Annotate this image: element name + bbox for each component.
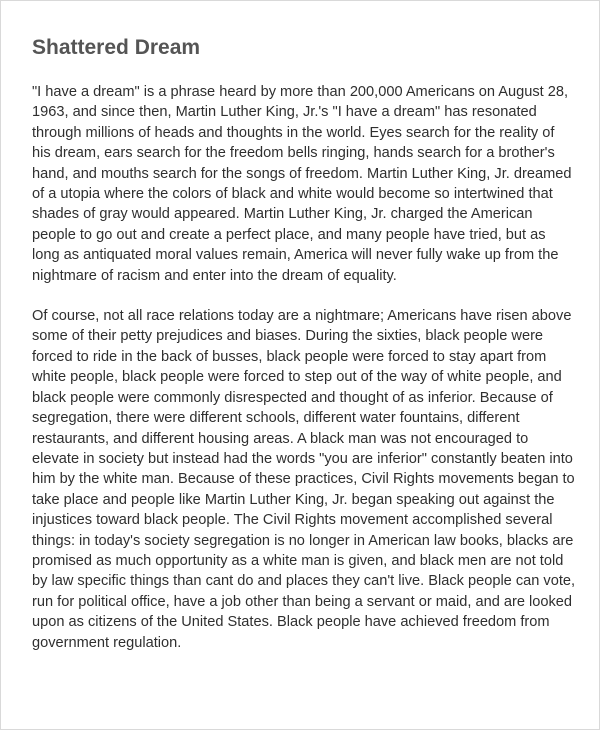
paragraph-2: Of course, not all race relations today are a nightmare; Americans have risen above some of their petty prejudices and biases. During the sixties, black people were forced to ride in the back of busses, black people were forced to stay apart from white people, black people were forced to step out of the way of white people, and black people were commonly disrespected and thought of as inferior. Because of segregation, there were different schools, different water fountains, different restaurants, and different housing areas. A black man was not encouraged to elevate in society but instead had the words "you are inferior" constantly beaten into him by the white man. Because of these practices, Civil Rights movements began to take place and people like Martin Luther King, Jr. began speaking out against the injustices toward black people. The Civil Rights movement accomplished several things: in today's society segregation is no longer in American law books, blacks are promised as much opportunity as a white man is given, and black men are not told by law specific things than cant do and places they can't live. Black people can vote, run for political office, have a job other than being a servant or maid, and are looked upon as citizens of the United States. Black people have achieved freedom from government regulation. xyxy=(32,308,576,651)
document-title: Shattered Dream xyxy=(32,36,201,59)
paragraph-1: "I have a dream" is a phrase heard by more than 200,000 Americans on August 28, 1963, and since then, Martin Luther King, Jr.'s "I have a dream" has resonated through millions of heads and thoughts in the world. Eyes search for the reality of his dream, ears search for the freedom bells ringing, hands search for a brother's hand, and mouths search for the songs of freedom. Martin Luther King, Jr. dreamed of a utopia where the colors of black and white would become so intertwined that shades of gray would appeared. Martin Luther King, Jr. charged the American people to go out and create a perfect place, and many people have tried, but as long as antiquated moral values remain, America will never fully wake up from the nightmare of racism and enter into the dream of equality. xyxy=(32,84,572,284)
document-content xyxy=(32,35,577,673)
